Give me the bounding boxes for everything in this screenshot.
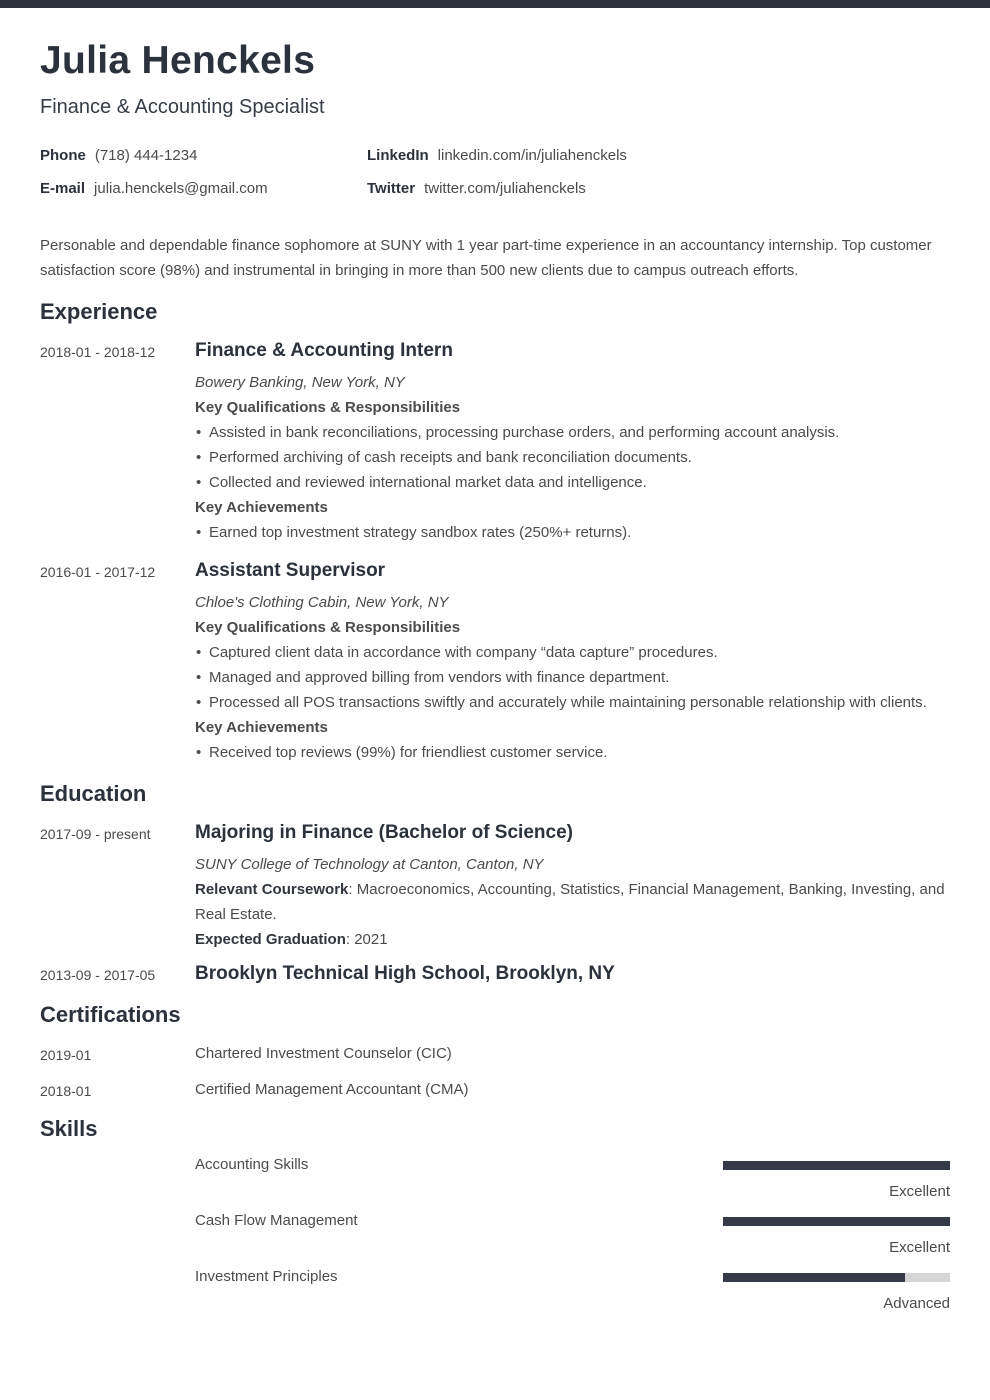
skill-top: [195, 1212, 950, 1230]
skills-heading: Skills: [40, 1116, 98, 1141]
contact-item-email: [40, 181, 367, 197]
achievements-heading: Key Achievements: [195, 719, 328, 736]
bullet-item: • Assisted in bank reconciliations, processing purchase orders, and performing account analysis.: [195, 420, 950, 445]
skill-progress-bar: [723, 1273, 950, 1282]
contact-label-phone: Phone: [40, 147, 86, 164]
contact-value-twitter: twitter.com/juliahenckels: [424, 180, 586, 197]
person-name: Julia Henckels: [40, 39, 316, 82]
school-name: SUNY College of Technology at Canton, Canton, NY: [195, 856, 544, 873]
education-entry: [40, 821, 950, 952]
entry-dates: 2013-09 - 2017-05: [40, 967, 156, 983]
bullet-item: • Received top reviews (99%) for friendliest customer service.: [195, 740, 950, 765]
entry-content: [195, 559, 950, 765]
contact-label-twitter: Twitter: [367, 180, 416, 197]
entry-content: [195, 1045, 950, 1064]
education-heading: Education: [40, 781, 147, 806]
skill-name: Investment Principles: [195, 1268, 338, 1285]
bullet-item: • Collected and reviewed international market data and intelligence.: [195, 470, 950, 495]
bullet-item: • Earned top investment strategy sandbox rates (250%+ returns).: [195, 520, 950, 545]
education-entry: [40, 962, 950, 986]
bullet-item: • Captured client data in accordance with company “data capture” procedures.: [195, 640, 950, 665]
entry-dates: 2018-01: [40, 1083, 92, 1099]
relevant-coursework: [195, 877, 950, 927]
skill-row: [195, 1156, 950, 1201]
contact-info: [40, 148, 950, 197]
skill-row: [195, 1212, 950, 1257]
entry-content: [195, 1081, 950, 1100]
entry-dates: 2016-01 - 2017-12: [40, 564, 156, 580]
experience-entry: [40, 339, 950, 545]
achievements-heading: Key Achievements: [195, 499, 328, 516]
experience-entry: [40, 559, 950, 765]
contact-label-email: E-mail: [40, 180, 86, 197]
entry-content: [195, 962, 950, 986]
school-title: Brooklyn Technical High School, Brooklyn, NY: [195, 963, 615, 984]
skill-level-label: Excellent: [889, 1183, 950, 1200]
bullet-item: • Managed and approved billing from vendors with finance department.: [195, 665, 950, 690]
contact-item-twitter: [367, 181, 950, 197]
skill-progress-fill: [723, 1161, 950, 1170]
top-accent-bar: [0, 0, 990, 8]
skill-level-label: Advanced: [883, 1295, 950, 1312]
expected-graduation: [195, 927, 950, 952]
bullet-item: • Processed all POS transactions swiftly and accurately while maintaining personable relationship with clients.: [195, 690, 950, 715]
coursework-label: Relevant Coursework: [195, 881, 349, 898]
company-name: Bowery Banking, New York, NY: [195, 374, 405, 391]
job-title: Finance & Accounting Intern: [195, 340, 453, 361]
graduation-label: Expected Graduation: [195, 931, 346, 948]
contact-label-linkedin: LinkedIn: [367, 147, 429, 164]
entry-dates: 2018-01 - 2018-12: [40, 344, 156, 360]
graduation-text: : 2021: [345, 931, 388, 948]
coursework-text: : Macroeconomics, Accounting, Statistics, Financial Management, Banking, Investing, and Real Estate.: [195, 881, 945, 923]
skill-row: [195, 1268, 950, 1313]
certification-title: Chartered Investment Counselor (CIC): [195, 1045, 452, 1062]
skill-top: [195, 1268, 950, 1286]
certification-entry: [40, 1081, 950, 1100]
contact-value-linkedin: linkedin.com/in/juliahenckels: [437, 147, 627, 164]
contact-item-phone: [40, 148, 367, 164]
skill-progress-bar: [723, 1161, 950, 1170]
responsibilities-heading: Key Qualifications & Responsibilities: [195, 619, 461, 636]
contact-value-email: julia.henckels@gmail.com: [94, 180, 268, 197]
contact-value-phone: (718) 444-1234: [94, 147, 198, 164]
skill-top: [195, 1156, 950, 1174]
bullet-item: • Performed archiving of cash receipts and bank reconciliation documents.: [195, 445, 950, 470]
certification-entry: [40, 1045, 950, 1064]
skill-level-label: Excellent: [889, 1239, 950, 1256]
skill-progress-fill: [723, 1217, 950, 1226]
entry-dates: 2019-01: [40, 1047, 92, 1063]
skill-progress-bar: [723, 1217, 950, 1226]
responsibilities-heading: Key Qualifications & Responsibilities: [195, 399, 461, 416]
professional-summary: Personable and dependable finance sophomore at SUNY with 1 year part-time experience in an accountancy internship. Top customer satisfaction score (98%) and instrumental in bringing in more than 500 new clients due to campus outreach efforts.: [40, 237, 932, 279]
person-job-title: Finance & Accounting Specialist: [40, 96, 325, 118]
certification-title: Certified Management Accountant (CMA): [195, 1081, 469, 1098]
skill-name: Accounting Skills: [195, 1156, 309, 1173]
skill-name: Cash Flow Management: [195, 1212, 358, 1229]
certifications-heading: Certifications: [40, 1002, 181, 1027]
entry-content: [195, 821, 950, 952]
entry-content: [195, 339, 950, 545]
entry-dates: 2017-09 - present: [40, 826, 151, 842]
resume-page: [0, 38, 990, 1313]
job-title: Assistant Supervisor: [195, 560, 386, 581]
experience-heading: Experience: [40, 299, 158, 324]
contact-item-linkedin: [367, 148, 950, 164]
skill-progress-fill: [723, 1273, 905, 1282]
company-name: Chloe's Clothing Cabin, New York, NY: [195, 594, 449, 611]
degree-title: Majoring in Finance (Bachelor of Science): [195, 822, 573, 843]
